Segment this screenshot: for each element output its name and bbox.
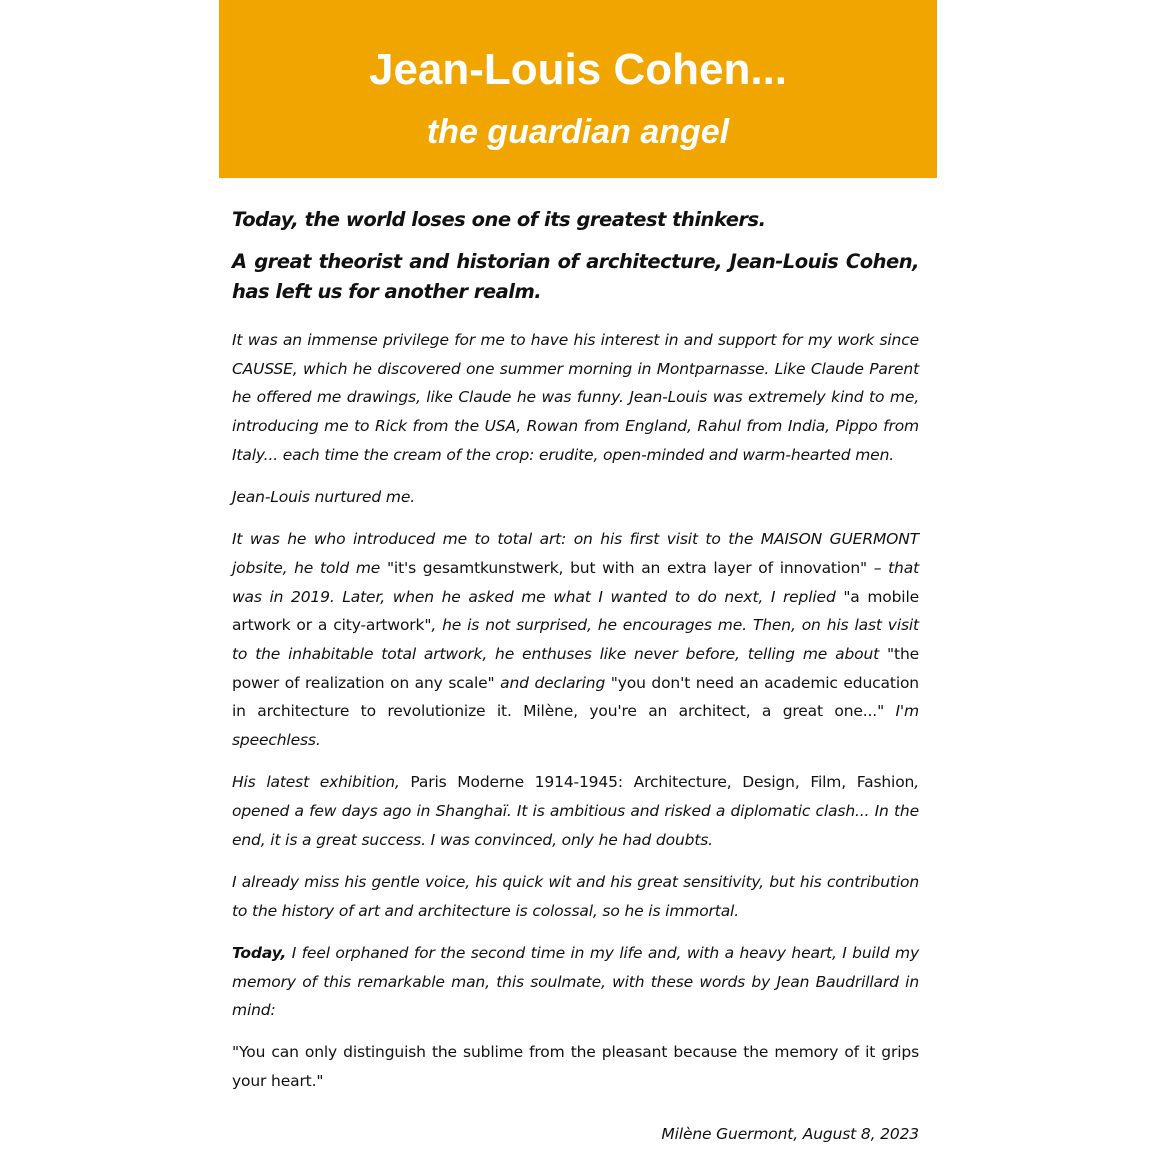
text-segment: " I'm speechless. — [232, 702, 919, 750]
quote-mark-close: " — [316, 1072, 324, 1091]
quote-academic-education: "you don't need an academic education in architecture to revolutionize it. Milène, you're an architect, a great one... — [232, 673, 919, 721]
paragraph-nurtured: Jean-Louis nurtured me. — [232, 488, 415, 507]
text-segment: , opened a few days ago in Shanghaï. It is ambitious and risked a diplomatic clash... In the end, it is a great success. I was convinced, only he had doubts. — [232, 773, 919, 849]
article-body — [232, 205, 919, 1109]
emphasis-today: Today, — [232, 943, 287, 962]
title-banner — [219, 0, 937, 178]
paragraph-total-art — [232, 525, 919, 755]
paragraph-orphaned — [232, 939, 919, 1025]
quote-gesamtkunstwerk: "it's gesamtkunstwerk, but with an extra layer of innovation" — [386, 558, 867, 577]
quote-power-of-realization: "the power of realization on any scale" — [232, 645, 919, 692]
lead-statement: A great theorist and historian of architecture, Jean-Louis Cohen, has left us for another realm. — [232, 250, 919, 303]
text-segment: I feel orphaned for the second time in my life and, with a heavy heart, I build my memory of this remarkable man, this soulmate, with these words by Jean Baudrillard in mind: — [232, 943, 919, 1020]
text-segment: , he is not surprised, he encourages me. Then, on his last visit to the inhabitable total artwork, he enthuses like never before, telling me about — [232, 616, 919, 664]
baudrillard-quote — [232, 1038, 919, 1095]
quote-text: You can only distinguish the sublime from the pleasant because the memory of it grips your heart. — [232, 1043, 919, 1091]
text-segment: It was he who introduced me to total art: on his first visit to the MAISON GUERMONT jobsite, he told me — [232, 530, 919, 577]
paragraph-exhibition — [232, 768, 919, 854]
page-subtitle: the guardian angel — [426, 113, 730, 151]
quote-mark-open: " — [232, 1043, 239, 1062]
text-segment: – that was in 2019. Later, when he asked me what I wanted to do next, I replied — [232, 558, 919, 606]
lead-sentence: Today, the world loses one of its greatest thinkers. — [232, 208, 766, 231]
exhibition-title: Paris Moderne 1914-1945: Architecture, Design, Film, Fashion — [410, 773, 915, 792]
paragraph-immortal: I already miss his gentle voice, his quick wit and his great sensitivity, but his contribution to the history of art and architecture is colossal, so he is immortal. — [232, 872, 919, 920]
paragraph-privilege: It was an immense privilege for me to have his interest in and support for my work since CAUSSE, which he discovered one summer morning in Montparnasse. Like Claude Parent he offered me drawings, like Claude he was funny. Jean-Louis was extremely kind to me, introducing me to Rick from the USA, Rowan from England, Rahul from India, Pippo from Italy... each time the cream of the crop: erudite, open-minded and warm-hearted men. — [232, 331, 919, 464]
text-segment: His latest exhibition, — [232, 773, 411, 792]
text-segment: and declaring — [494, 673, 611, 692]
quote-mobile-artwork: "a mobile artwork or a city-artwork" — [232, 587, 919, 635]
page-title: Jean-Louis Cohen... — [368, 45, 788, 94]
signature: Milène Guermont, August 8, 2023 — [661, 1125, 919, 1143]
